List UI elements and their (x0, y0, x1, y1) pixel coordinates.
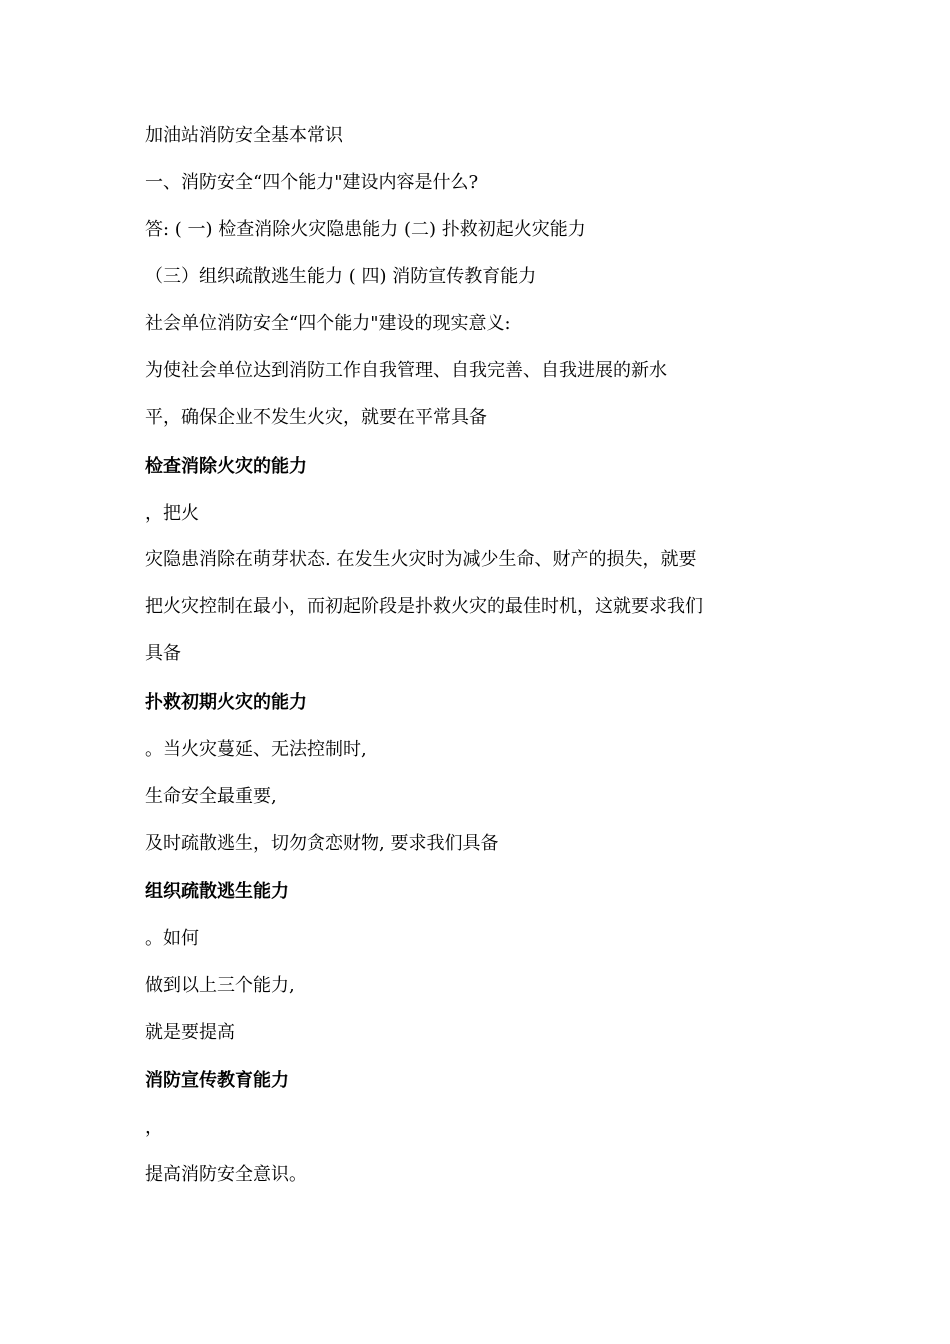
paragraph-line: 做到以上三个能力, (145, 975, 295, 996)
capability-heading-firefight: 扑救初期火灾的能力 (145, 692, 307, 713)
paragraph-line: 把火灾控制在最小，而初起阶段是扑救火灾的最佳时机，这就要求我们 (145, 596, 703, 617)
capability-heading-evacuate: 组织疏散逃生能力 (145, 881, 289, 902)
paragraph-line: 生命安全最重要, (145, 786, 277, 807)
paragraph-line: 。如何 (145, 928, 199, 949)
paragraph-line: 就是要提高 (145, 1022, 235, 1043)
paragraph-line: ，把火 (145, 503, 199, 524)
answer-line-2: （三）组织疏散逃生能力 ( 四) 消防宣传教育能力 (145, 266, 537, 287)
paragraph-line: 为使社会单位达到消防工作自我管理、自我完善、自我进展的新水 (145, 360, 667, 381)
significance-heading: 社会单位消防安全“四个能力"建设的现实意义: (145, 313, 511, 334)
question-heading: 一、消防安全“四个能力"建设内容是什么? (145, 172, 479, 193)
paragraph-line: 及时疏散逃生，切勿贪恋财物, 要求我们具备 (145, 833, 499, 854)
paragraph-line: 平，确保企业不发生火灾，就要在平常具备 (145, 407, 487, 428)
capability-heading-inspect: 检查消除火灾的能力 (145, 456, 307, 477)
paragraph-line: 灾隐患消除在萌芽状态. 在发生火灾时为减少生命、财产的损失，就要 (145, 549, 697, 570)
paragraph-line: 提高消防安全意识。 (145, 1164, 307, 1185)
paragraph-line: 。当火灾蔓延、无法控制时, (145, 739, 367, 760)
paragraph-line: ， (145, 1117, 163, 1138)
capability-heading-education: 消防宣传教育能力 (145, 1070, 289, 1091)
answer-line-1: 答: ( 一) 检查消除火灾隐患能力 (二) 扑救初起火灾能力 (145, 219, 586, 240)
paragraph-line: 具备 (145, 643, 181, 664)
doc-title: 加油站消防安全基本常识 (145, 125, 343, 146)
